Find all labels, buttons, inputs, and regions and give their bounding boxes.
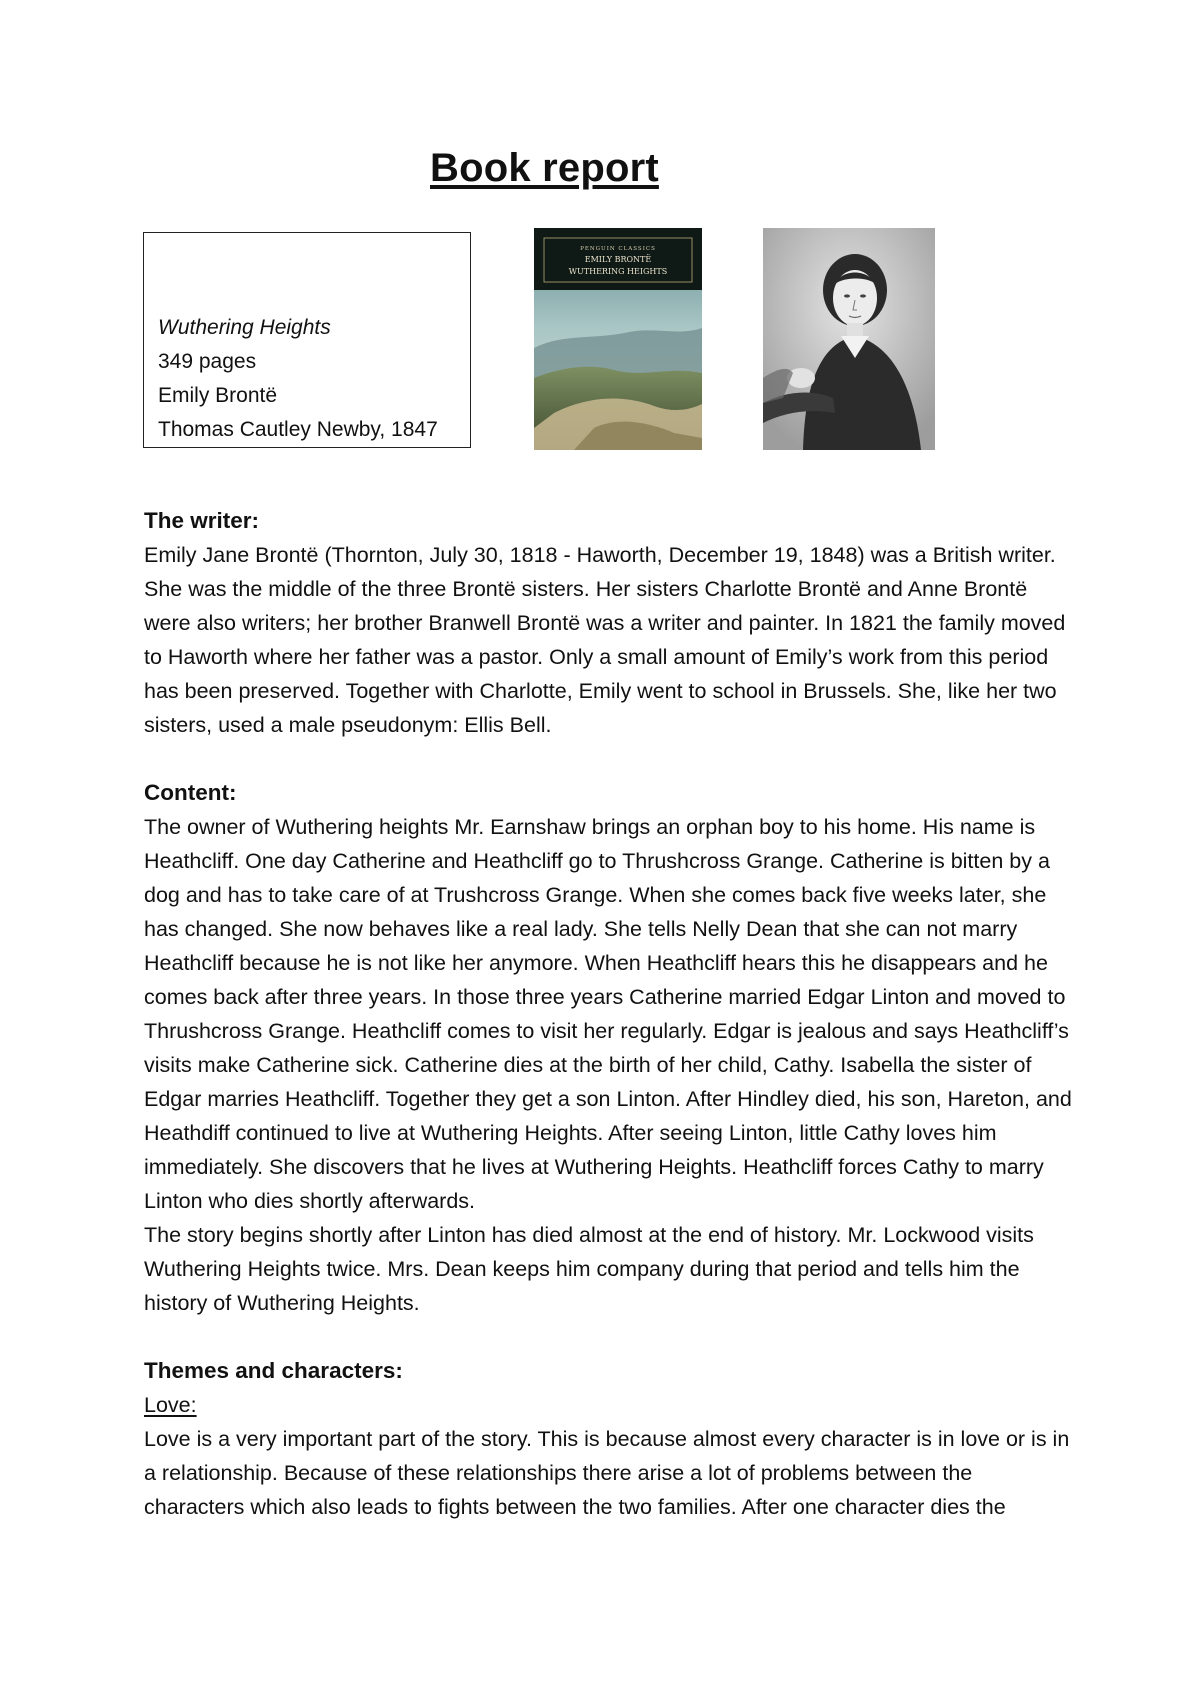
- book-cover-image: [534, 228, 702, 450]
- cover-author-text: EMILY BRONTË: [584, 255, 652, 264]
- writer-paragraph: Emily Jane Brontë (Thornton, July 30, 1818 - Haworth, December 19, 1848) was a British writer. She was the middle of the three Brontë sisters. Her sisters Charlotte Brontë and Anne Brontë were also writers; her brother Branwell Brontë was a writer and painter. In 1821 the family moved to Haworth where her father was a pastor. Only a small amount of Emily’s work from this period has been preserved. Together with Charlotte, Emily went to school in Brussels. She, like her two sisters, used a male pseudonym: Ellis Bell.: [144, 543, 1066, 737]
- content-heading: Content:: [144, 780, 237, 805]
- page-title: Book report: [430, 146, 659, 190]
- book-info-box: [143, 232, 471, 448]
- themes-heading: Themes and characters:: [144, 1358, 403, 1383]
- report-body: [144, 504, 1074, 1524]
- writer-heading: The writer:: [144, 508, 260, 533]
- publisher-year: Thomas Cautley Newby, 1847: [158, 418, 438, 441]
- love-subheading: Love:: [144, 1393, 197, 1417]
- content-paragraph-1: The owner of Wuthering heights Mr. Earnshaw brings an orphan boy to his home. His name is Heathcliff. One day Catherine and Heathcliff go to Thrushcross Grange. Catherine is bitten by a dog and has to take care of at Trushcross Grange. When she comes back five weeks later, she has changed. She now behaves like a real lady. She tells Nelly Dean that she can not marry Heathcliff because he is not like her anymore. When Heathcliff hears this he disappears and he comes back after three years. In those three years Catherine married Edgar Linton and moved to Thrushcross Grange. Heathcliff comes to visit her regularly. Edgar is jealous and says Heathcliff’s visits make Catherine sick. Catherine dies at the birth of her child, Cathy. Isabella the sister of Edgar marries Heathcliff. Together they get a son Linton. After Hindley died, his son, Hareton, and Heathdiff continued to live at Wuthering Heights. After seeing Linton, little Cathy loves him immediately. She discovers that he lives at Wuthering Heights. Heathcliff forces Cathy to marry Linton who dies shortly afterwards.: [144, 815, 1072, 1213]
- cover-series-text: PENGUIN CLASSICS: [580, 246, 656, 252]
- author-portrait-image: [763, 228, 935, 450]
- book-title: Wuthering Heights: [158, 316, 331, 339]
- love-paragraph: Love is a very important part of the story. This is because almost every character is in love or is in a relationship. Because of these relationships there arise a lot of problems between the characters which also leads to fights between the two families. After one character dies the: [144, 1427, 1070, 1519]
- page-count: 349 pages: [158, 350, 257, 373]
- content-paragraph-2: The story begins shortly after Linton has died almost at the end of history. Mr. Lockwood visits Wuthering Heights twice. Mrs. Dean keeps him company during that period and tells him the history of Wuthering Heights.: [144, 1223, 1034, 1315]
- cover-title-text: WUTHERING HEIGHTS: [568, 267, 668, 276]
- book-author: Emily Brontë: [158, 384, 278, 407]
